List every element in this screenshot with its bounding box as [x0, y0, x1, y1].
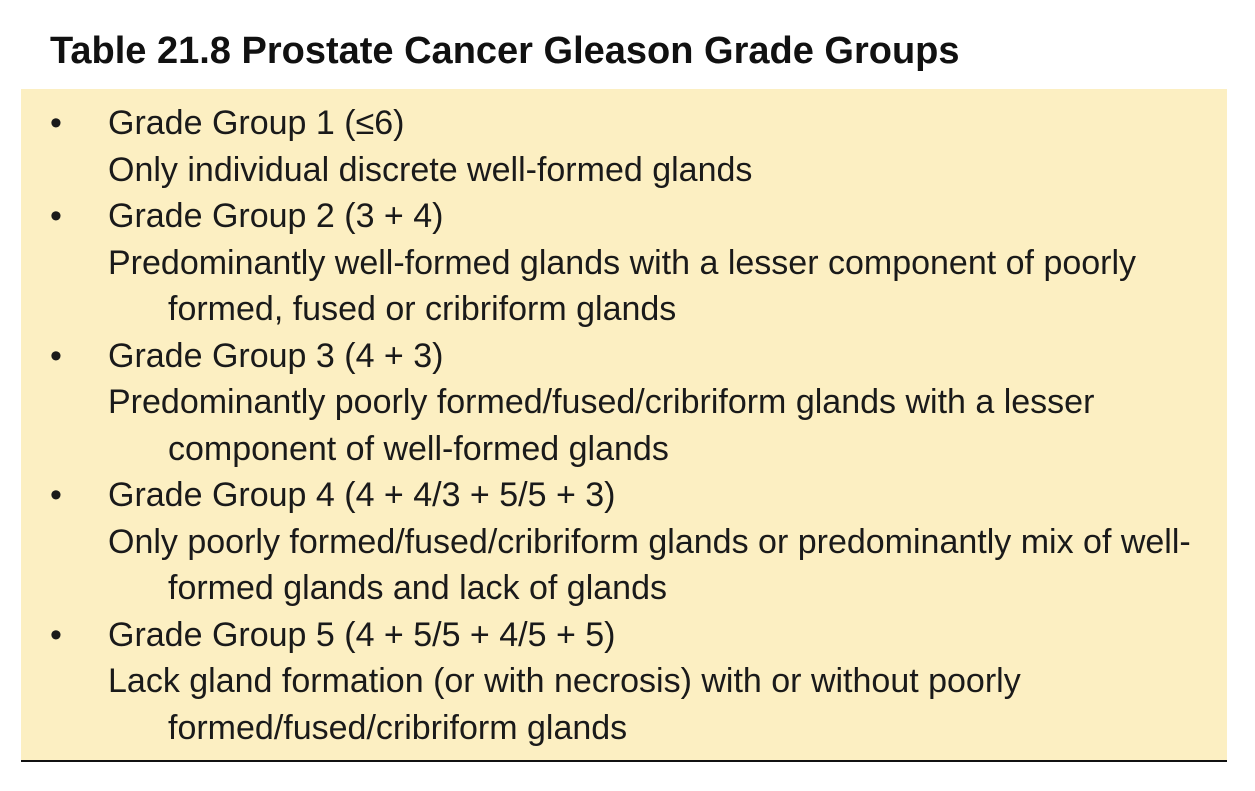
- grade-group-4-item: [0, 472, 1255, 612]
- grade-group-description: Only poorly formed/fused/cribriform glands or predominantly mix of well-formed glands and lack of glands: [108, 522, 1191, 607]
- grade-group-heading: Grade Group 2 (3 + 4): [108, 197, 444, 235]
- bullet-icon: •: [50, 476, 62, 514]
- bullet-icon: •: [50, 615, 62, 654]
- grade-group-5-item: [0, 612, 1255, 752]
- bullet-icon: •: [50, 336, 62, 375]
- grade-group-description: Predominantly well-formed glands with a lesser component of poorly formed, fused or cribriform glands: [108, 243, 1137, 328]
- bullet-icon: •: [50, 197, 62, 235]
- bottom-rule: [21, 760, 1227, 762]
- grade-group-heading: Grade Group 3 (4 + 3): [108, 336, 444, 375]
- grade-group-2-item: [0, 193, 1255, 333]
- grade-group-heading: Grade Group 5 (4 + 5/5 + 4/5 + 5): [108, 615, 616, 654]
- grade-group-description: Predominantly poorly formed/fused/cribriform glands with a lesser component of well-formed glands: [108, 383, 1095, 468]
- grade-group-heading: Grade Group 4 (4 + 4/3 + 5/5 + 3): [108, 476, 616, 514]
- grade-group-heading: Grade Group 1 (≤6): [108, 104, 405, 142]
- bullet-icon: •: [50, 104, 62, 142]
- grade-group-description: Only individual discrete well-formed glands: [108, 150, 753, 189]
- grade-group-1-item: [0, 100, 1255, 193]
- grade-group-description: Lack gland formation (or with necrosis) with or without poorly formed/fused/cribriform glands: [108, 662, 1021, 747]
- grade-group-list: [0, 100, 1255, 751]
- table-title: Table 21.8 Prostate Cancer Gleason Grade Groups: [50, 30, 960, 72]
- grade-group-3-item: [0, 333, 1255, 473]
